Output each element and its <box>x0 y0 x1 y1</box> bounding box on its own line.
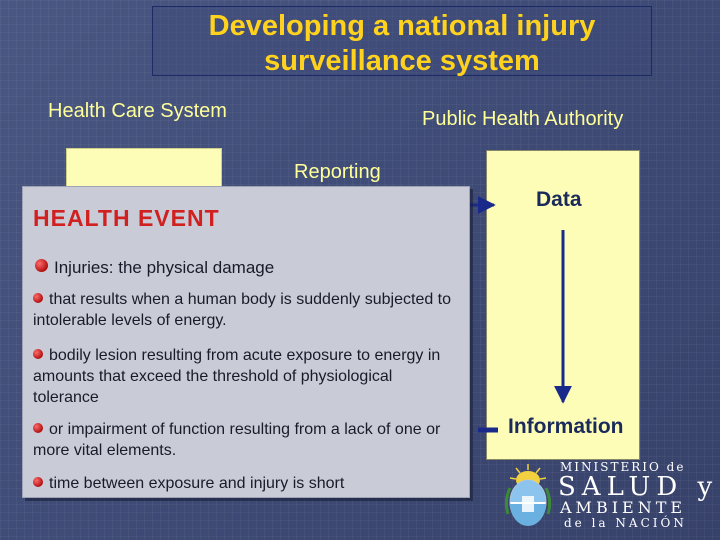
information-label: Information <box>508 415 624 438</box>
bullet-time <box>33 473 463 494</box>
bullet-text: time between exposure and injury is short <box>49 475 345 492</box>
health-event-panel <box>22 186 470 498</box>
bullet-text: Injuries: the physical damage <box>54 258 275 277</box>
data-label: Data <box>536 188 582 211</box>
title-line-2: surveillance system <box>264 45 540 77</box>
coat-of-arms-icon <box>500 460 556 532</box>
health-care-system-label: Health Care System <box>48 100 227 122</box>
logo-line-2: SALUD y <box>558 472 719 502</box>
bullet-energy <box>33 289 453 331</box>
bullet-text: bodily lesion resulting from acute exposure to energy in amounts that exceed the threshold of physiological tolerance <box>33 347 441 406</box>
bullet-text: that results when a human body is suddenly subjected to intolerable levels of energy. <box>33 291 452 329</box>
bullet-text: or impairment of function resulting from a lack of one or more vital elements. <box>33 421 441 459</box>
health-event-heading: HEALTH EVENT <box>33 205 220 231</box>
bullet-dot-icon <box>33 477 43 487</box>
bullet-dot-icon <box>33 293 43 303</box>
title-line-1: Developing a national injury <box>208 10 596 42</box>
bullet-threshold <box>33 345 453 408</box>
ministry-logo <box>500 460 719 532</box>
logo-line-4: de la NACIÓN <box>564 516 687 530</box>
bullet-injuries <box>35 257 274 278</box>
logo-line-1: MINISTERIO de <box>560 460 686 474</box>
bullet-dot-icon <box>35 259 48 272</box>
bullet-dot-icon <box>33 423 43 433</box>
bullet-dot-icon <box>33 349 43 359</box>
public-health-authority-label: Public Health Authority <box>422 108 624 130</box>
reporting-label: Reporting <box>294 161 381 183</box>
logo-line-3: AMBIENTE <box>560 498 687 517</box>
bullet-impairment <box>33 419 463 461</box>
